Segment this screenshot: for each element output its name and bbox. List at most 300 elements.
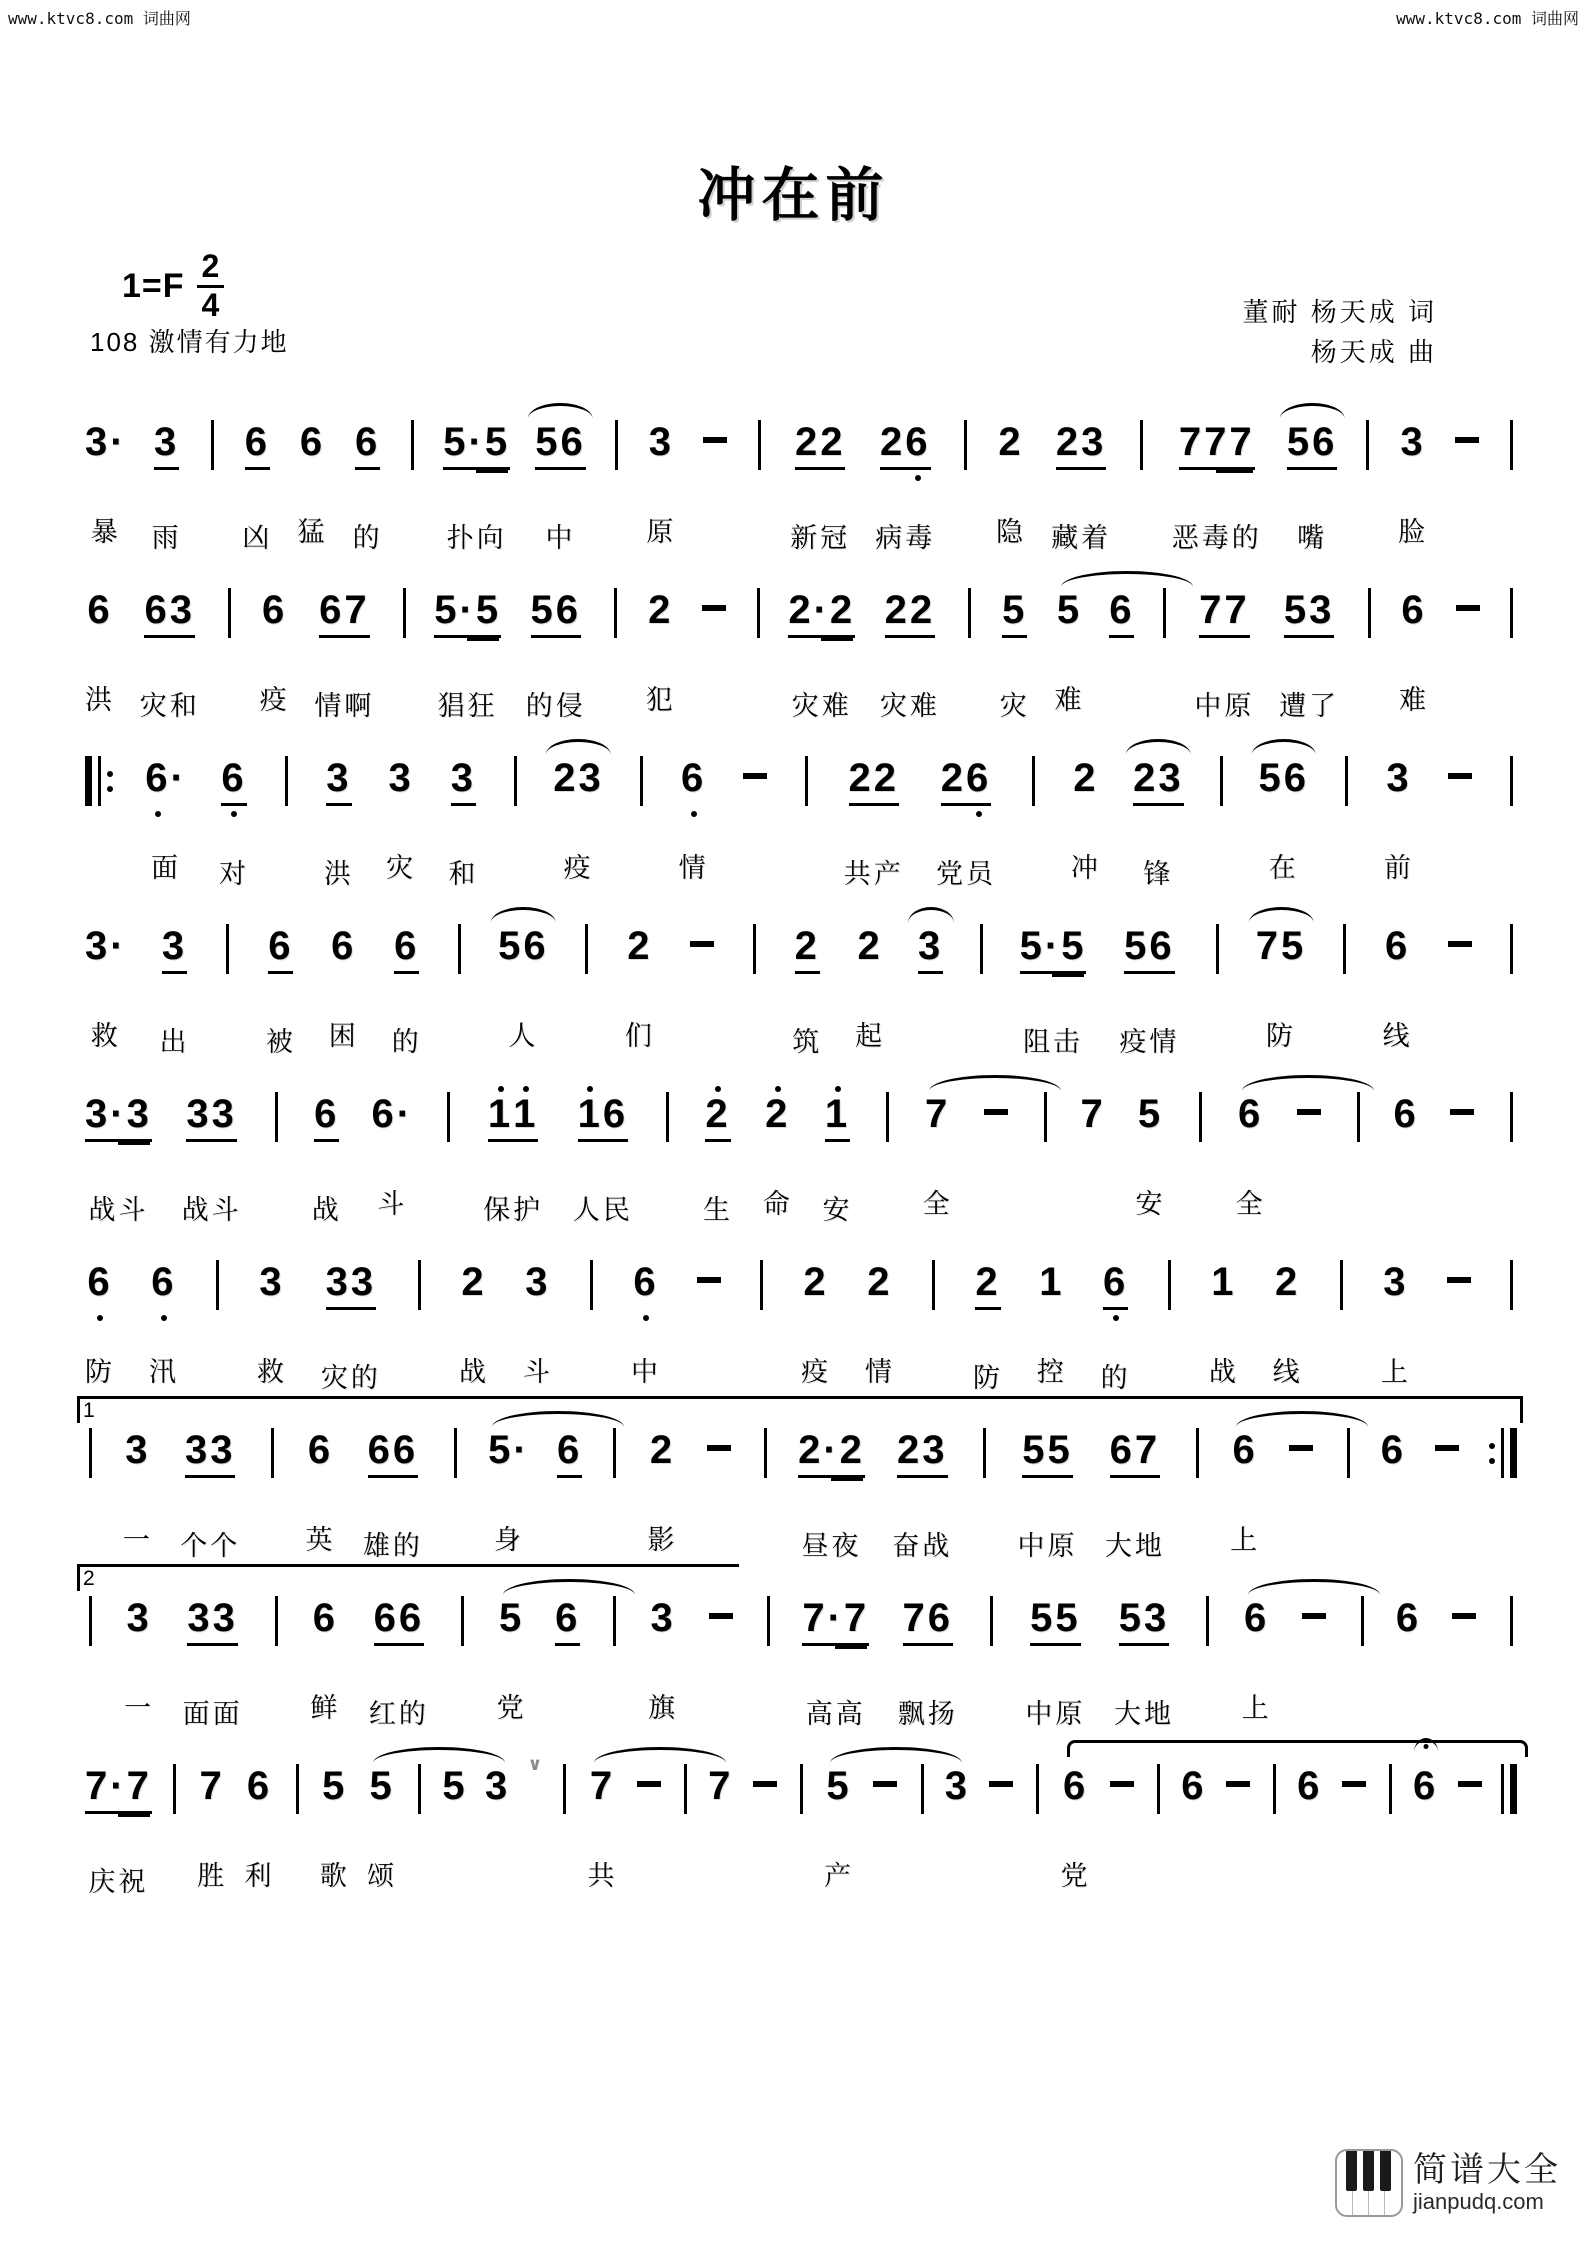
bar-stroke	[1140, 420, 1143, 470]
lyric	[560, 1860, 571, 1896]
dash-note	[1446, 756, 1474, 882]
note-group	[798, 1428, 865, 1560]
bar-stroke	[1168, 1260, 1171, 1310]
barline-glyph	[1361, 1596, 1364, 1646]
note-char: 5	[1286, 420, 1313, 464]
note-text	[627, 924, 652, 968]
slur-arc	[1249, 907, 1314, 923]
note-text	[374, 1596, 425, 1646]
lyric: 洪	[323, 859, 354, 889]
lyric: 的	[391, 1027, 422, 1057]
note-text	[488, 1092, 539, 1142]
lyric	[455, 1020, 466, 1056]
note-text	[1287, 420, 1338, 470]
note-text	[326, 1260, 377, 1310]
note-char: 3	[1309, 588, 1335, 632]
note-text	[982, 1092, 1010, 1136]
lyric: 雄的	[362, 1531, 423, 1561]
barline-glyph	[1510, 588, 1513, 638]
note-char: 6	[319, 588, 345, 632]
note-text	[1073, 756, 1098, 800]
note-text	[941, 756, 992, 806]
lyric: 线	[1272, 1357, 1303, 1387]
bar-stroke	[454, 1428, 457, 1478]
lyric	[1458, 1686, 1469, 1722]
note-text	[1385, 924, 1410, 968]
lyric	[1192, 1524, 1203, 1560]
slur-arc	[1252, 739, 1317, 755]
dash-note	[1108, 1764, 1136, 1890]
note-char: 6	[1312, 420, 1338, 464]
barline	[1501, 1764, 1517, 1896]
lyric	[644, 1854, 655, 1890]
note-group	[1133, 756, 1184, 888]
note-char: 6	[1232, 1428, 1258, 1472]
note-group	[918, 924, 943, 1056]
note-char: 6	[144, 588, 170, 632]
lyric	[271, 1692, 282, 1728]
dash-note	[741, 756, 769, 882]
note-char: 6	[523, 924, 549, 968]
note-text	[825, 1092, 850, 1142]
lyric: 情	[678, 853, 709, 883]
note-text	[765, 1092, 790, 1136]
lyric	[610, 684, 621, 720]
note-char: 5	[498, 924, 524, 968]
barline-glyph	[800, 1764, 803, 1814]
bar-stroke	[226, 924, 229, 974]
lyric	[750, 846, 761, 882]
bar-stroke	[1273, 1764, 1276, 1814]
note-char: 2	[897, 1428, 923, 1472]
note-text	[488, 1428, 530, 1472]
lyric	[1420, 1854, 1431, 1890]
note-group	[183, 1596, 243, 1728]
note-text	[535, 420, 586, 470]
note-group	[526, 588, 586, 720]
note-char: 6	[331, 924, 357, 968]
note-text	[688, 924, 716, 968]
lyric: 战斗	[181, 1195, 242, 1225]
note-text	[555, 1596, 580, 1646]
note-group	[1399, 588, 1429, 714]
barline-glyph	[1368, 588, 1371, 638]
barline-glyph	[1510, 1596, 1513, 1646]
note-char: 3	[1081, 420, 1107, 464]
note-text	[1381, 1428, 1406, 1472]
barline	[1033, 1764, 1044, 1896]
note-char: 5	[369, 1764, 395, 1808]
music-system-1	[85, 420, 1517, 552]
note-char: 3	[212, 1596, 238, 1640]
half-note-dash	[1448, 773, 1472, 779]
piano-icon	[1335, 2149, 1403, 2217]
note-char: 2	[839, 1428, 865, 1472]
notation-row	[85, 1428, 1517, 1560]
bar-stroke	[1044, 1092, 1047, 1142]
bar-stroke	[89, 1596, 92, 1646]
note-text	[751, 1764, 779, 1808]
bar-stroke	[590, 1260, 593, 1310]
note-char: 5	[1118, 1596, 1144, 1640]
barline-glyph	[418, 1764, 421, 1814]
note-char: 2	[648, 588, 674, 632]
note-char: 1	[1039, 1260, 1065, 1304]
music-system-9	[85, 1754, 1517, 1897]
note-group	[1054, 588, 1084, 714]
half-note-dash	[1297, 1109, 1321, 1115]
note-char: 6	[299, 420, 326, 464]
lyric	[801, 852, 812, 888]
lyric	[1506, 852, 1517, 888]
barline	[796, 1764, 807, 1896]
note-group	[1037, 1260, 1067, 1386]
bar-stroke	[211, 420, 214, 470]
note-group	[320, 1764, 350, 1890]
note-text	[695, 1260, 723, 1304]
lyric	[1462, 678, 1473, 714]
lyric	[587, 1356, 598, 1392]
lyric: 命	[762, 1189, 793, 1219]
lyric: 共产	[843, 859, 904, 889]
note-char: 7	[344, 588, 370, 632]
slur-arc	[1280, 403, 1345, 419]
note-char: 2	[794, 420, 821, 464]
barline	[213, 1260, 224, 1392]
lyric	[450, 1854, 461, 1890]
note-text	[1199, 588, 1250, 638]
barline	[511, 756, 522, 888]
note-text	[635, 1764, 663, 1808]
lyric	[169, 1860, 180, 1896]
lyric	[1442, 1518, 1453, 1554]
barline	[760, 1428, 771, 1560]
note-char: 2	[788, 588, 814, 632]
lyric: 锋	[1143, 859, 1174, 889]
note-text	[1039, 1260, 1064, 1304]
note-text	[1030, 1596, 1081, 1646]
half-note-dash	[1448, 941, 1472, 947]
barline-glyph	[1343, 924, 1346, 974]
half-note-dash	[984, 1109, 1008, 1115]
note-group	[625, 924, 655, 1050]
note-char: 3	[169, 588, 195, 632]
note-text	[1287, 1428, 1315, 1472]
note-char: 3	[85, 924, 111, 968]
note-text	[1179, 420, 1255, 470]
barline-glyph	[275, 1596, 278, 1646]
barline-glyph	[615, 420, 618, 470]
note-group	[1172, 420, 1262, 552]
note-group	[703, 1092, 733, 1224]
note-group	[1242, 1596, 1272, 1722]
note-text	[1433, 1428, 1461, 1472]
credit-lyricist: 董耐 杨天成 词	[1242, 297, 1437, 327]
note-char: 5	[1030, 1596, 1056, 1640]
note-group	[1236, 1092, 1266, 1218]
lyric: 救	[90, 1021, 121, 1051]
dash-note	[1456, 1764, 1484, 1890]
lyric: 前	[1383, 853, 1414, 883]
note-text	[705, 1092, 730, 1142]
half-note-dash	[1450, 1109, 1474, 1115]
barline-glyph	[640, 756, 643, 806]
lyric	[1506, 1020, 1517, 1056]
note-text	[144, 588, 195, 638]
slur-arc	[373, 1747, 505, 1763]
note-char: 7	[1199, 588, 1225, 632]
note-group	[788, 588, 855, 720]
bar-stroke	[1510, 1260, 1513, 1310]
barline	[610, 588, 621, 720]
lyric: 筑	[792, 1027, 823, 1057]
lyric: 产	[824, 1861, 855, 1891]
note-text	[681, 756, 706, 800]
note-char: 6	[268, 924, 294, 968]
barline	[680, 1764, 691, 1896]
slur-arc	[929, 1075, 1061, 1091]
slur-arc	[1126, 739, 1191, 755]
lyric	[564, 1524, 575, 1560]
barline	[450, 1428, 461, 1560]
dash-note	[1450, 1596, 1478, 1722]
note-group	[152, 420, 182, 552]
bar-stroke	[563, 1764, 566, 1814]
barline-glyph	[411, 420, 414, 470]
bar-stroke	[1510, 924, 1513, 974]
note-char: 2	[857, 924, 883, 968]
half-note-dash	[1435, 1445, 1459, 1451]
lyric	[1195, 1188, 1206, 1224]
note-char: 7	[199, 1764, 225, 1808]
lyric: 难	[1054, 685, 1085, 715]
lyric: 灾	[386, 853, 417, 883]
music-systems	[85, 420, 1517, 1932]
note-char: 5	[1022, 1428, 1048, 1472]
note-group	[197, 1764, 227, 1890]
note-group	[149, 1260, 179, 1386]
note-char: 3	[648, 420, 675, 464]
lyric: 灾难	[791, 691, 852, 721]
note-text	[788, 588, 855, 638]
note-char: 6	[1244, 1596, 1270, 1640]
note-group	[329, 924, 359, 1050]
note-group	[459, 1260, 489, 1386]
note-char: 6	[87, 1260, 113, 1304]
barline	[85, 756, 113, 888]
note-char: 3	[578, 756, 604, 800]
barline	[587, 1260, 598, 1392]
barline	[1357, 1596, 1368, 1728]
note-group	[801, 1260, 831, 1386]
note-char: 3	[161, 924, 188, 968]
lyric: 旗	[648, 1693, 679, 1723]
note-text	[880, 420, 931, 470]
note-char: 2	[553, 756, 579, 800]
lyric	[1453, 1350, 1464, 1386]
music-system-8	[83, 1567, 1517, 1729]
note-text	[649, 420, 674, 464]
barline-glyph	[990, 1596, 993, 1646]
lyric: 脸	[1398, 517, 1429, 547]
note-char: 6	[1283, 756, 1310, 800]
note-text	[221, 756, 246, 806]
lyric	[976, 1020, 987, 1056]
dash-note	[705, 1428, 733, 1554]
note-char: 5	[434, 588, 460, 632]
note-group	[498, 924, 549, 1050]
note-char: 7	[802, 1596, 828, 1640]
bar-stroke	[1206, 1596, 1209, 1646]
lyric	[222, 1020, 233, 1056]
lyric: 颂	[367, 1861, 398, 1891]
music-system-5	[85, 1092, 1517, 1224]
barline	[222, 924, 233, 1056]
note-text	[1244, 1596, 1269, 1640]
note-text	[1080, 1092, 1105, 1136]
barline	[1506, 1260, 1517, 1392]
lyric	[755, 516, 766, 552]
note-char: 6	[1062, 1764, 1089, 1808]
barline-glyph	[1510, 924, 1513, 974]
lyric: 病毒	[875, 523, 936, 553]
barline	[1153, 1764, 1164, 1896]
half-note-dash	[1452, 1613, 1476, 1619]
lyric	[709, 678, 720, 714]
barline	[1040, 1092, 1051, 1224]
lyric	[492, 1854, 503, 1890]
half-note-dash	[1226, 1781, 1250, 1787]
lyric	[1189, 1854, 1200, 1890]
note-char: 7	[1224, 588, 1250, 632]
note-group	[865, 1260, 895, 1386]
barline-glyph	[89, 1428, 92, 1478]
note-group	[996, 420, 1026, 546]
lyric	[760, 1524, 771, 1560]
note-char: 2	[873, 756, 900, 800]
barline	[1506, 924, 1517, 1056]
music-system-4	[85, 924, 1517, 1056]
dash-note	[1448, 1092, 1476, 1218]
barline-glyph	[296, 1764, 299, 1814]
bar-stroke	[1163, 588, 1166, 638]
note-text	[798, 1428, 865, 1478]
lyric	[1336, 1356, 1347, 1392]
bar-stroke	[1196, 1428, 1199, 1478]
barline-glyph	[1510, 1260, 1513, 1310]
dash-note	[1446, 924, 1474, 1050]
lyric	[663, 1188, 674, 1224]
barline-glyph	[1510, 1092, 1513, 1142]
bar-stroke	[1345, 756, 1348, 806]
lyric	[680, 1860, 691, 1896]
note-text	[1002, 588, 1027, 638]
note-text	[1401, 588, 1426, 632]
lyric	[1153, 1860, 1164, 1896]
lyric	[749, 1020, 760, 1056]
notation-row	[85, 756, 1517, 888]
dash-note	[1433, 1428, 1461, 1554]
barline	[986, 1596, 997, 1728]
barline	[268, 1428, 279, 1560]
lyric: 高高	[805, 1699, 866, 1729]
note-group	[1393, 1092, 1418, 1218]
lyric: 扑向	[446, 523, 507, 553]
song-title: 冲在前	[697, 163, 890, 228]
lyric: 疫	[563, 853, 594, 883]
barline-glyph	[211, 420, 214, 470]
barline-glyph	[514, 756, 517, 806]
note-group	[1105, 1428, 1165, 1560]
note-char: 2	[461, 1260, 487, 1304]
note-group	[535, 420, 586, 552]
barline-glyph	[1206, 1596, 1209, 1646]
bar-stroke	[684, 1764, 687, 1814]
barline	[609, 1596, 620, 1728]
lyric	[1364, 684, 1375, 720]
lyric: 战	[1208, 1357, 1239, 1387]
lyric	[710, 510, 721, 546]
bar-stroke	[418, 1260, 421, 1310]
note-text	[705, 1428, 733, 1472]
lyric	[609, 1692, 620, 1728]
bar-stroke	[613, 1596, 616, 1646]
lyric	[1304, 1182, 1315, 1218]
lyric	[1388, 1518, 1399, 1554]
barline	[399, 588, 410, 720]
note-group	[363, 1428, 423, 1560]
note-char: 7	[1204, 420, 1230, 464]
barline	[169, 1764, 180, 1896]
note-group	[353, 420, 383, 552]
lyric	[268, 1524, 279, 1560]
note-char: 3	[350, 1260, 377, 1304]
slur-arc	[908, 907, 954, 923]
note-group	[923, 1092, 953, 1218]
note-group	[647, 1428, 677, 1554]
note-char: 3	[326, 756, 352, 800]
note-text	[1393, 1092, 1418, 1136]
bar-stroke	[173, 1764, 176, 1814]
note-text	[498, 924, 549, 968]
barline	[1336, 1260, 1347, 1392]
lyric: 出	[159, 1027, 190, 1057]
lyric	[443, 1188, 454, 1224]
slur-arc	[528, 403, 593, 419]
lyric	[1343, 1524, 1354, 1560]
lyric	[697, 1014, 708, 1050]
barline-glyph	[968, 588, 971, 638]
bar-stroke	[1510, 1764, 1517, 1814]
half-note-dash	[753, 1781, 777, 1787]
note-group	[324, 756, 354, 888]
lyric	[450, 1524, 461, 1560]
barline-glyph	[613, 1428, 616, 1478]
barline-glyph	[1489, 1428, 1517, 1478]
lyric: 冲	[1070, 853, 1101, 883]
note-text	[531, 588, 582, 638]
barline-glyph	[805, 756, 808, 806]
note-text	[925, 1092, 950, 1136]
notation-row	[85, 588, 1517, 720]
bar-stroke	[1216, 924, 1219, 974]
barline	[1506, 1092, 1517, 1224]
note-group	[557, 1428, 582, 1560]
note-group	[1209, 1260, 1239, 1386]
note-group	[140, 588, 200, 720]
note-text	[707, 1596, 735, 1640]
barline-glyph	[590, 1260, 593, 1310]
